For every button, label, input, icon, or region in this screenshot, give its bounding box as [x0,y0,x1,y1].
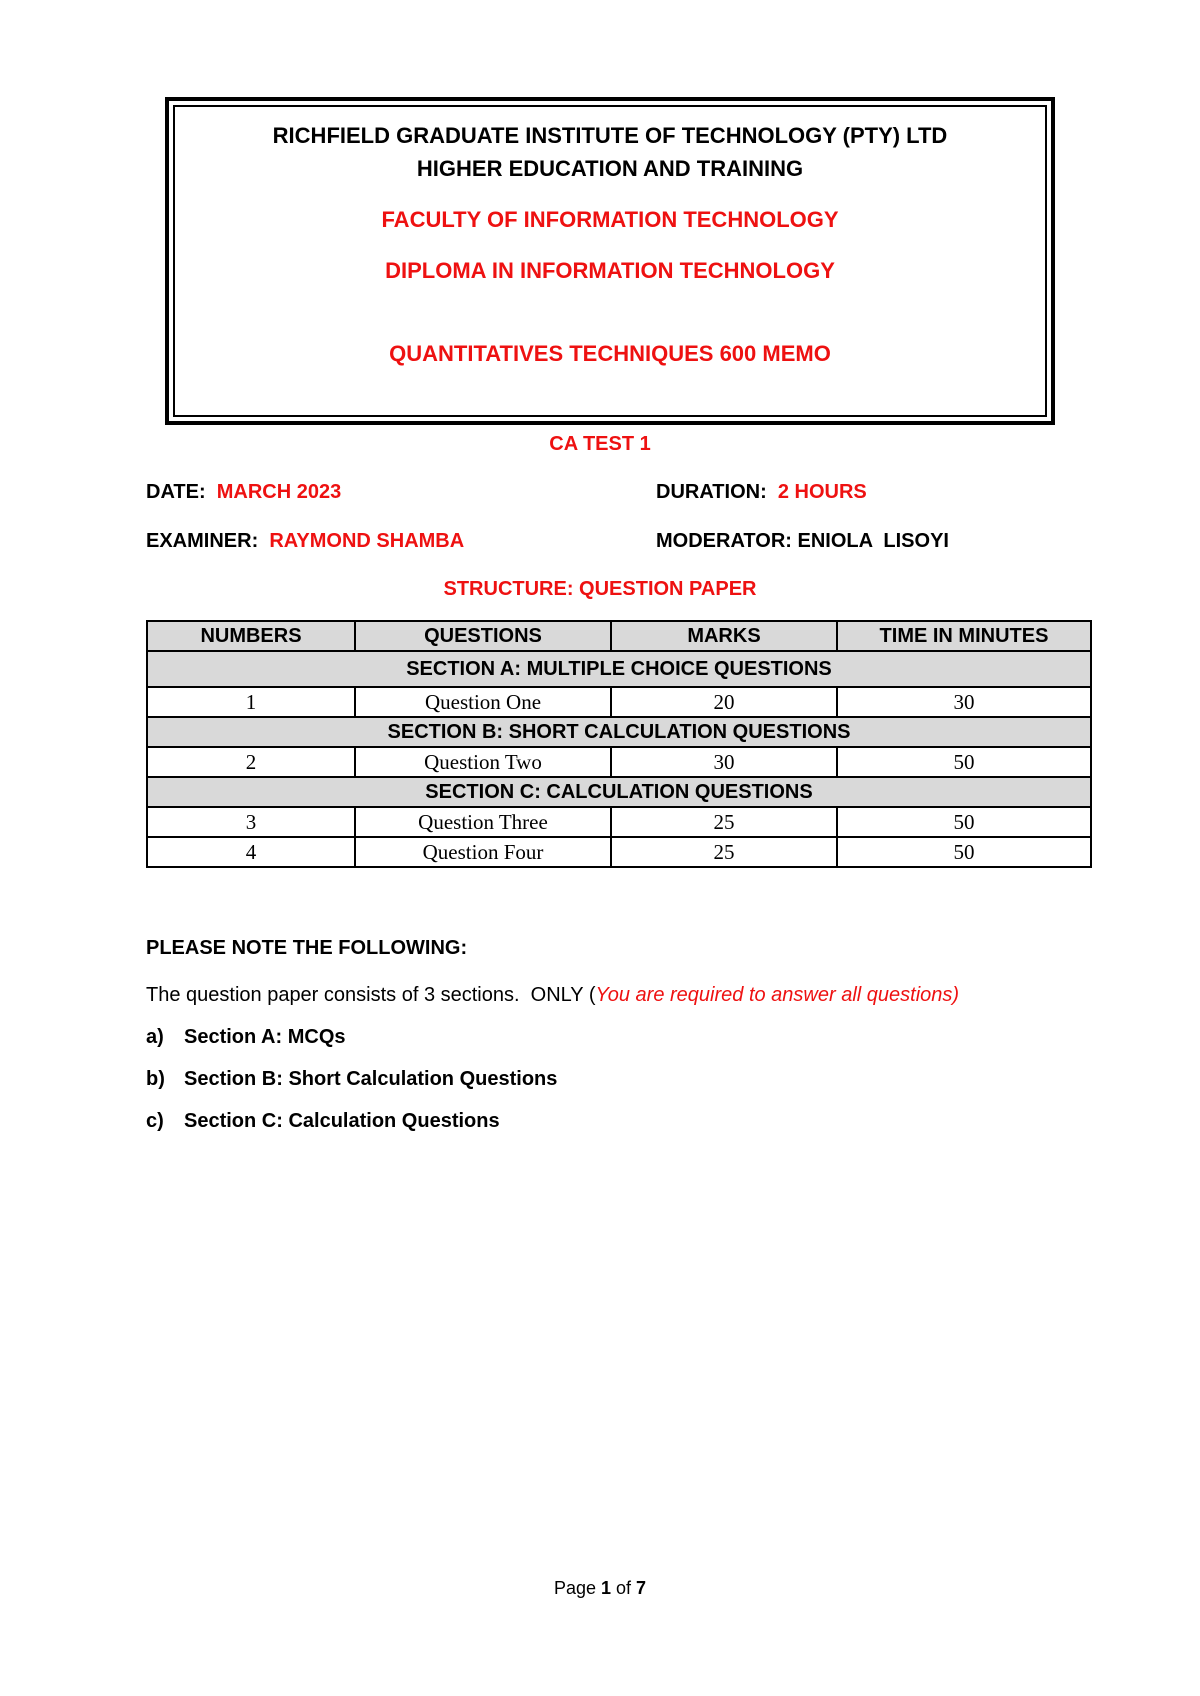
header-time: TIME IN MINUTES [837,621,1091,651]
page-of: of [611,1578,637,1598]
notes-intro-text: The question paper consists of 3 sections. ONLY ( [146,984,596,1006]
row-marks: 25 [611,837,837,867]
section-c-label: SECTION C: CALCULATION QUESTIONS [147,777,1091,807]
section-a-label: SECTION A: MULTIPLE CHOICE QUESTIONS [147,651,1091,687]
table-row [147,807,1091,837]
table-row [147,687,1091,717]
row-time: 50 [837,747,1091,777]
notes-intro-instruction: You are required to answer all questions) [595,984,960,1006]
table-row [147,837,1091,867]
list-item-letter: a) [146,1026,164,1048]
page-prefix: Page [553,1578,601,1598]
date-field [146,481,341,504]
notes-heading: PLEASE NOTE THE FOLLOWING: [146,937,468,959]
row-number: 1 [147,687,355,717]
header-numbers: NUMBERS [147,621,355,651]
institution-name: RICHFIELD GRADUATE INSTITUTE OF TECHNOLOGY (PTY) LTD [272,123,948,148]
row-time: 50 [837,807,1091,837]
row-marks: 20 [611,687,837,717]
date-label: DATE: [146,481,206,503]
moderator-label: MODERATOR: [656,530,792,552]
row-question: Question Four [355,837,611,867]
table-row [147,747,1091,777]
faculty-name: FACULTY OF INFORMATION TECHNOLOGY [381,207,839,232]
list-item [146,1110,500,1133]
notes-intro [146,984,959,1007]
structure-title: STRUCTURE: QUESTION PAPER [443,578,757,600]
header-questions: QUESTIONS [355,621,611,651]
page-total: 7 [636,1578,647,1598]
duration-field [656,481,867,504]
section-c-row [147,777,1091,807]
page-number: 1 [601,1578,612,1598]
test-name: CA TEST 1 [549,433,651,455]
date-value: MARCH 2023 [216,481,342,503]
row-marks: 30 [611,747,837,777]
structure-table [146,620,1092,868]
list-item [146,1026,346,1049]
division-name: HIGHER EDUCATION AND TRAINING [416,156,804,181]
row-question: Question One [355,687,611,717]
programme-name: DIPLOMA IN INFORMATION TECHNOLOGY [385,258,835,283]
moderator-field [656,530,949,553]
row-question: Question Two [355,747,611,777]
section-b-label: SECTION B: SHORT CALCULATION QUESTIONS [147,717,1091,747]
duration-label: DURATION: [656,481,767,503]
examiner-label: EXAMINER: [146,530,259,552]
list-item-letter: b) [146,1068,165,1090]
section-a-row [147,651,1091,687]
title-box [165,97,1055,425]
examiner-value: RAYMOND SHAMBA [269,530,465,552]
row-marks: 25 [611,807,837,837]
list-item-text: Section B: Short Calculation Questions [184,1068,558,1090]
list-item-letter: c) [146,1110,164,1132]
table-header-row [147,621,1091,651]
page-footer [0,1578,1200,1599]
row-question: Question Three [355,807,611,837]
list-item [146,1068,557,1091]
row-number: 3 [147,807,355,837]
row-number: 4 [147,837,355,867]
row-time: 30 [837,687,1091,717]
list-item-text: Section C: Calculation Questions [184,1110,500,1132]
row-number: 2 [147,747,355,777]
moderator-value: ENIOLA LISOYI [797,530,949,552]
row-time: 50 [837,837,1091,867]
examiner-field [146,530,464,553]
section-b-row [147,717,1091,747]
duration-value: 2 HOURS [777,481,867,503]
subject-title: QUANTITATIVES TECHNIQUES 600 MEMO [389,341,831,366]
header-marks: MARKS [611,621,837,651]
list-item-text: Section A: MCQs [184,1026,346,1048]
